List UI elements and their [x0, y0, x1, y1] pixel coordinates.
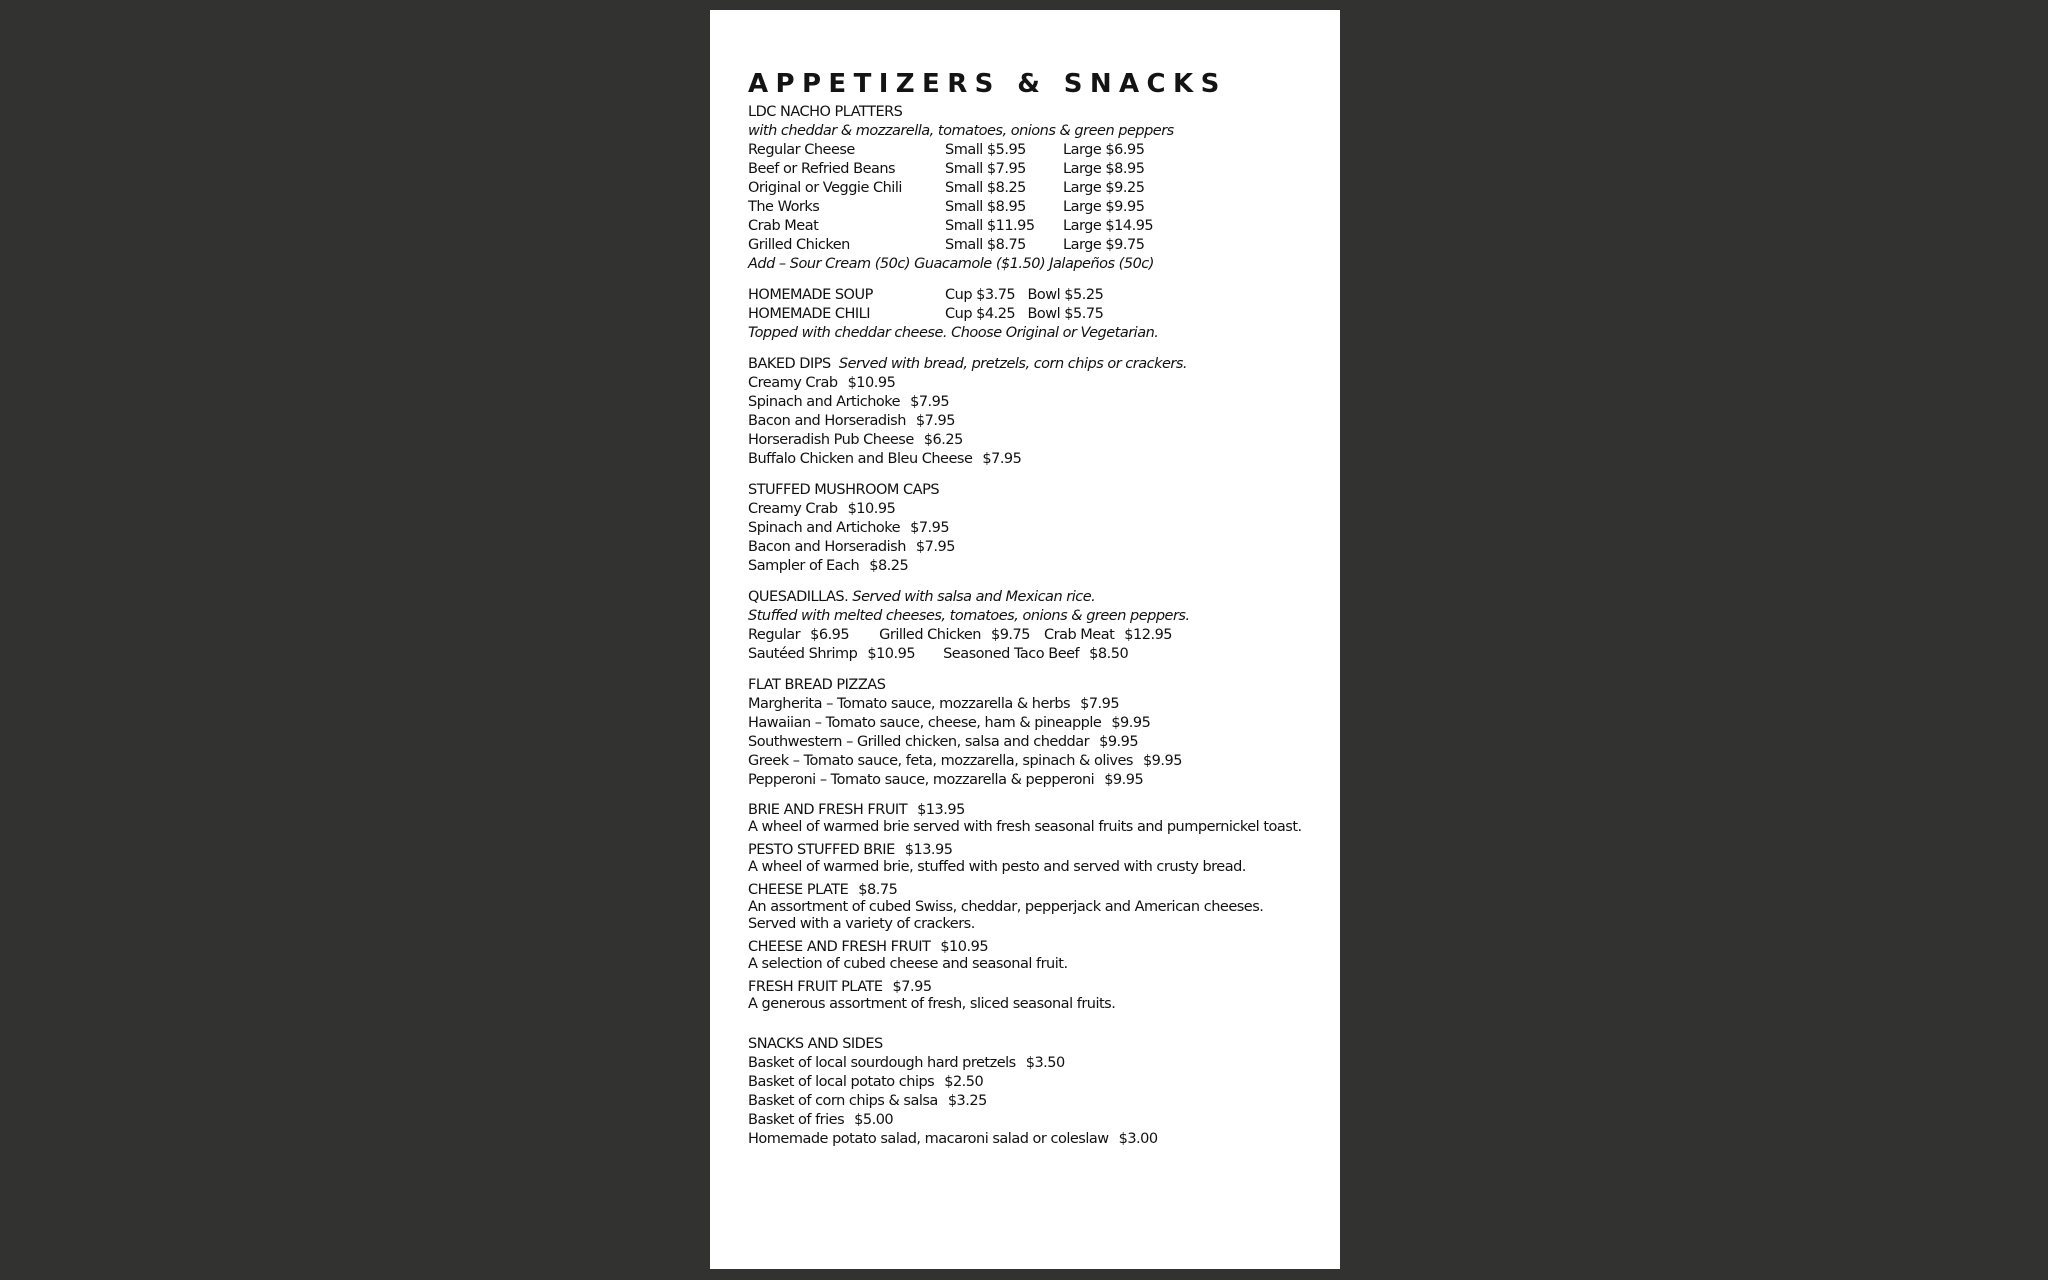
menu-content [748, 68, 1333, 1149]
snacks-section [748, 1035, 1333, 1149]
cheese-price: $7.95 [892, 979, 932, 995]
snack-name: Homemade potato salad, macaroni salad or coleslaw [748, 1131, 1109, 1147]
nacho-name: The Works [748, 199, 820, 215]
mushroom-price: $7.95 [910, 520, 950, 536]
mushroom-price: $7.95 [915, 539, 955, 555]
chili-name: HOMEMADE CHILI [748, 306, 871, 322]
cheese-description: A wheel of warmed brie served with fresh seasonal fruits and pumpernickel toast. [748, 819, 1302, 835]
menu-page [710, 10, 1340, 1269]
soup-prices: Cup $3.75 Bowl $5.25 [945, 287, 1104, 303]
cheese-item [748, 882, 1333, 933]
pizza-name: Margherita – Tomato sauce, mozzarella & herbs [748, 696, 1071, 712]
quesadilla-name: Seasoned Taco Beef [943, 646, 1080, 662]
nacho-large: Large $9.25 [1063, 180, 1145, 196]
pizzas-section [748, 676, 1333, 790]
snack-price: $5.00 [854, 1112, 894, 1128]
dip-item [748, 393, 1333, 412]
cheese-title [748, 939, 1333, 956]
quesadillas-row [748, 626, 1333, 645]
quesadilla-price: $10.95 [867, 646, 916, 662]
nacho-large: Large $8.95 [1063, 161, 1145, 177]
pizza-item [748, 714, 1333, 733]
quesadilla-name: Sautéed Shrimp [748, 646, 858, 662]
chili-prices: Cup $4.25 Bowl $5.75 [945, 306, 1104, 322]
pizza-item [748, 695, 1333, 714]
cheese-section [748, 802, 1333, 1013]
dips-note: Served with bread, pretzels, corn chips or crackers. [838, 356, 1188, 372]
snack-price: $3.50 [1025, 1055, 1065, 1071]
mushroom-item [748, 500, 1333, 519]
pizza-price: $9.95 [1142, 753, 1182, 769]
quesadillas-heading-line [748, 588, 1333, 607]
dip-item [748, 374, 1333, 393]
cheese-price: $10.95 [940, 939, 989, 955]
cheese-title [748, 802, 1333, 819]
snack-item [748, 1054, 1333, 1073]
cheese-name: CHEESE PLATE [748, 882, 849, 898]
cheese-item [748, 842, 1333, 876]
pizza-price: $9.95 [1111, 715, 1151, 731]
nacho-row [748, 160, 1333, 179]
quesadilla-price: $12.95 [1124, 627, 1173, 643]
nacho-description: with cheddar & mozzarella, tomatoes, onions & green peppers [748, 123, 1174, 139]
cheese-item [748, 979, 1333, 1013]
quesadilla-price: $9.75 [990, 627, 1030, 643]
snack-price: $3.00 [1118, 1131, 1158, 1147]
pizza-name: Pepperoni – Tomato sauce, mozzarella & pepperoni [748, 772, 1095, 788]
dip-name: Buffalo Chicken and Bleu Cheese [748, 451, 973, 467]
pizza-price: $7.95 [1080, 696, 1120, 712]
soup-section [748, 286, 1333, 343]
pizzas-heading: FLAT BREAD PIZZAS [748, 677, 886, 693]
cheese-price: $13.95 [904, 842, 953, 858]
cheese-item [748, 802, 1333, 836]
snack-price: $3.25 [947, 1093, 987, 1109]
pizza-name: Hawaiian – Tomato sauce, cheese, ham & pineapple [748, 715, 1102, 731]
mushroom-name: Sampler of Each [748, 558, 860, 574]
nacho-name: Beef or Refried Beans [748, 161, 896, 177]
cheese-item [748, 939, 1333, 973]
mushroom-name: Creamy Crab [748, 501, 838, 517]
nacho-small: Small $5.95 [945, 142, 1026, 158]
nacho-name: Regular Cheese [748, 142, 855, 158]
dip-item [748, 431, 1333, 450]
nacho-section [748, 103, 1333, 274]
snack-item [748, 1130, 1333, 1149]
snacks-heading: SNACKS AND SIDES [748, 1036, 883, 1052]
dip-name: Creamy Crab [748, 375, 838, 391]
dip-name: Bacon and Horseradish [748, 413, 906, 429]
nacho-heading: LDC NACHO PLATTERS [748, 104, 903, 120]
dip-price: $10.95 [847, 375, 896, 391]
quesadilla-price: $8.50 [1089, 646, 1129, 662]
nacho-row [748, 179, 1333, 198]
cheese-title [748, 882, 1333, 899]
quesadilla-name: Crab Meat [1043, 627, 1115, 643]
pizza-name: Greek – Tomato sauce, feta, mozzarella, spinach & olives [748, 753, 1133, 769]
nacho-large: Large $9.95 [1063, 199, 1145, 215]
quesadillas-note: Served with salsa and Mexican rice. [852, 589, 1096, 605]
nacho-row [748, 236, 1333, 255]
quesadillas-description: Stuffed with melted cheeses, tomatoes, onions & green peppers. [748, 608, 1190, 624]
mushroom-price: $8.25 [869, 558, 909, 574]
soup-note: Topped with cheddar cheese. Choose Original or Vegetarian. [748, 325, 1159, 341]
cheese-price: $13.95 [917, 802, 965, 818]
mushroom-name: Bacon and Horseradish [748, 539, 906, 555]
pizza-price: $9.95 [1099, 734, 1139, 750]
cheese-name: FRESH FRUIT PLATE [748, 979, 883, 995]
cheese-name: BRIE AND FRESH FRUIT [748, 802, 908, 818]
nacho-small: Small $11.95 [945, 218, 1035, 234]
pizza-item [748, 733, 1333, 752]
snack-item [748, 1073, 1333, 1092]
dip-item [748, 450, 1333, 469]
chili-row [748, 305, 1333, 324]
nacho-small: Small $7.95 [945, 161, 1026, 177]
snack-name: Basket of local potato chips [748, 1074, 935, 1090]
cheese-title [748, 979, 1333, 996]
nacho-row [748, 141, 1333, 160]
cheese-description: A generous assortment of fresh, sliced seasonal fruits. [748, 996, 1116, 1012]
nacho-small: Small $8.95 [945, 199, 1026, 215]
dip-price: $7.95 [910, 394, 950, 410]
dip-item [748, 412, 1333, 431]
nacho-row [748, 198, 1333, 217]
dip-price: $7.95 [982, 451, 1022, 467]
quesadilla-price: $6.95 [810, 627, 850, 643]
nacho-large: Large $9.75 [1063, 237, 1145, 253]
cheese-description: A wheel of warmed brie, stuffed with pesto and served with crusty bread. [748, 859, 1246, 875]
page-title: APPETIZERS & SNACKS [748, 69, 1227, 99]
snack-price: $2.50 [944, 1074, 984, 1090]
nacho-name: Original or Veggie Chili [748, 180, 902, 196]
cheese-description: Served with a variety of crackers. [748, 916, 975, 932]
snack-name: Basket of local sourdough hard pretzels [748, 1055, 1016, 1071]
nacho-large: Large $14.95 [1063, 218, 1154, 234]
cheese-title [748, 842, 1333, 859]
cheese-name: PESTO STUFFED BRIE [748, 842, 895, 858]
cheese-description: An assortment of cubed Swiss, cheddar, pepperjack and American cheeses. [748, 899, 1264, 915]
mushroom-item [748, 519, 1333, 538]
snack-name: Basket of fries [748, 1112, 845, 1128]
quesadilla-name: Grilled Chicken [879, 627, 981, 643]
nacho-name: Crab Meat [748, 218, 819, 234]
quesadillas-row [748, 645, 1333, 664]
quesadillas-section [748, 588, 1333, 664]
soup-name: HOMEMADE SOUP [748, 287, 873, 303]
snack-item [748, 1092, 1333, 1111]
soup-row [748, 286, 1333, 305]
cheese-name: CHEESE AND FRESH FRUIT [748, 939, 931, 955]
quesadillas-heading: QUESADILLAS. [748, 589, 849, 605]
pizza-item [748, 771, 1333, 790]
nacho-row [748, 217, 1333, 236]
quesadilla-name: Regular [748, 627, 801, 643]
nacho-small: Small $8.75 [945, 237, 1026, 253]
nacho-large: Large $6.95 [1063, 142, 1145, 158]
pizza-price: $9.95 [1104, 772, 1144, 788]
dips-heading-line [748, 355, 1333, 374]
pizza-item [748, 752, 1333, 771]
mushroom-item [748, 538, 1333, 557]
dip-name: Spinach and Artichoke [748, 394, 901, 410]
mushroom-price: $10.95 [847, 501, 896, 517]
dip-name: Horseradish Pub Cheese [748, 432, 914, 448]
mushroom-item [748, 557, 1333, 576]
cheese-price: $8.75 [858, 882, 898, 898]
mushroom-name: Spinach and Artichoke [748, 520, 901, 536]
dip-price: $7.95 [915, 413, 955, 429]
cheese-description: A selection of cubed cheese and seasonal fruit. [748, 956, 1068, 972]
nacho-name: Grilled Chicken [748, 237, 850, 253]
snack-name: Basket of corn chips & salsa [748, 1093, 938, 1109]
dip-price: $6.25 [923, 432, 963, 448]
pizza-name: Southwestern – Grilled chicken, salsa and cheddar [748, 734, 1090, 750]
nacho-addons: Add – Sour Cream (50c) Guacamole ($1.50) Jalapeños (50c) [748, 256, 1154, 272]
nacho-small: Small $8.25 [945, 180, 1026, 196]
dips-section [748, 355, 1333, 469]
mushroom-section [748, 481, 1333, 576]
dips-heading: BAKED DIPS [748, 356, 831, 372]
mushroom-heading: STUFFED MUSHROOM CAPS [748, 482, 940, 498]
snack-item [748, 1111, 1333, 1130]
